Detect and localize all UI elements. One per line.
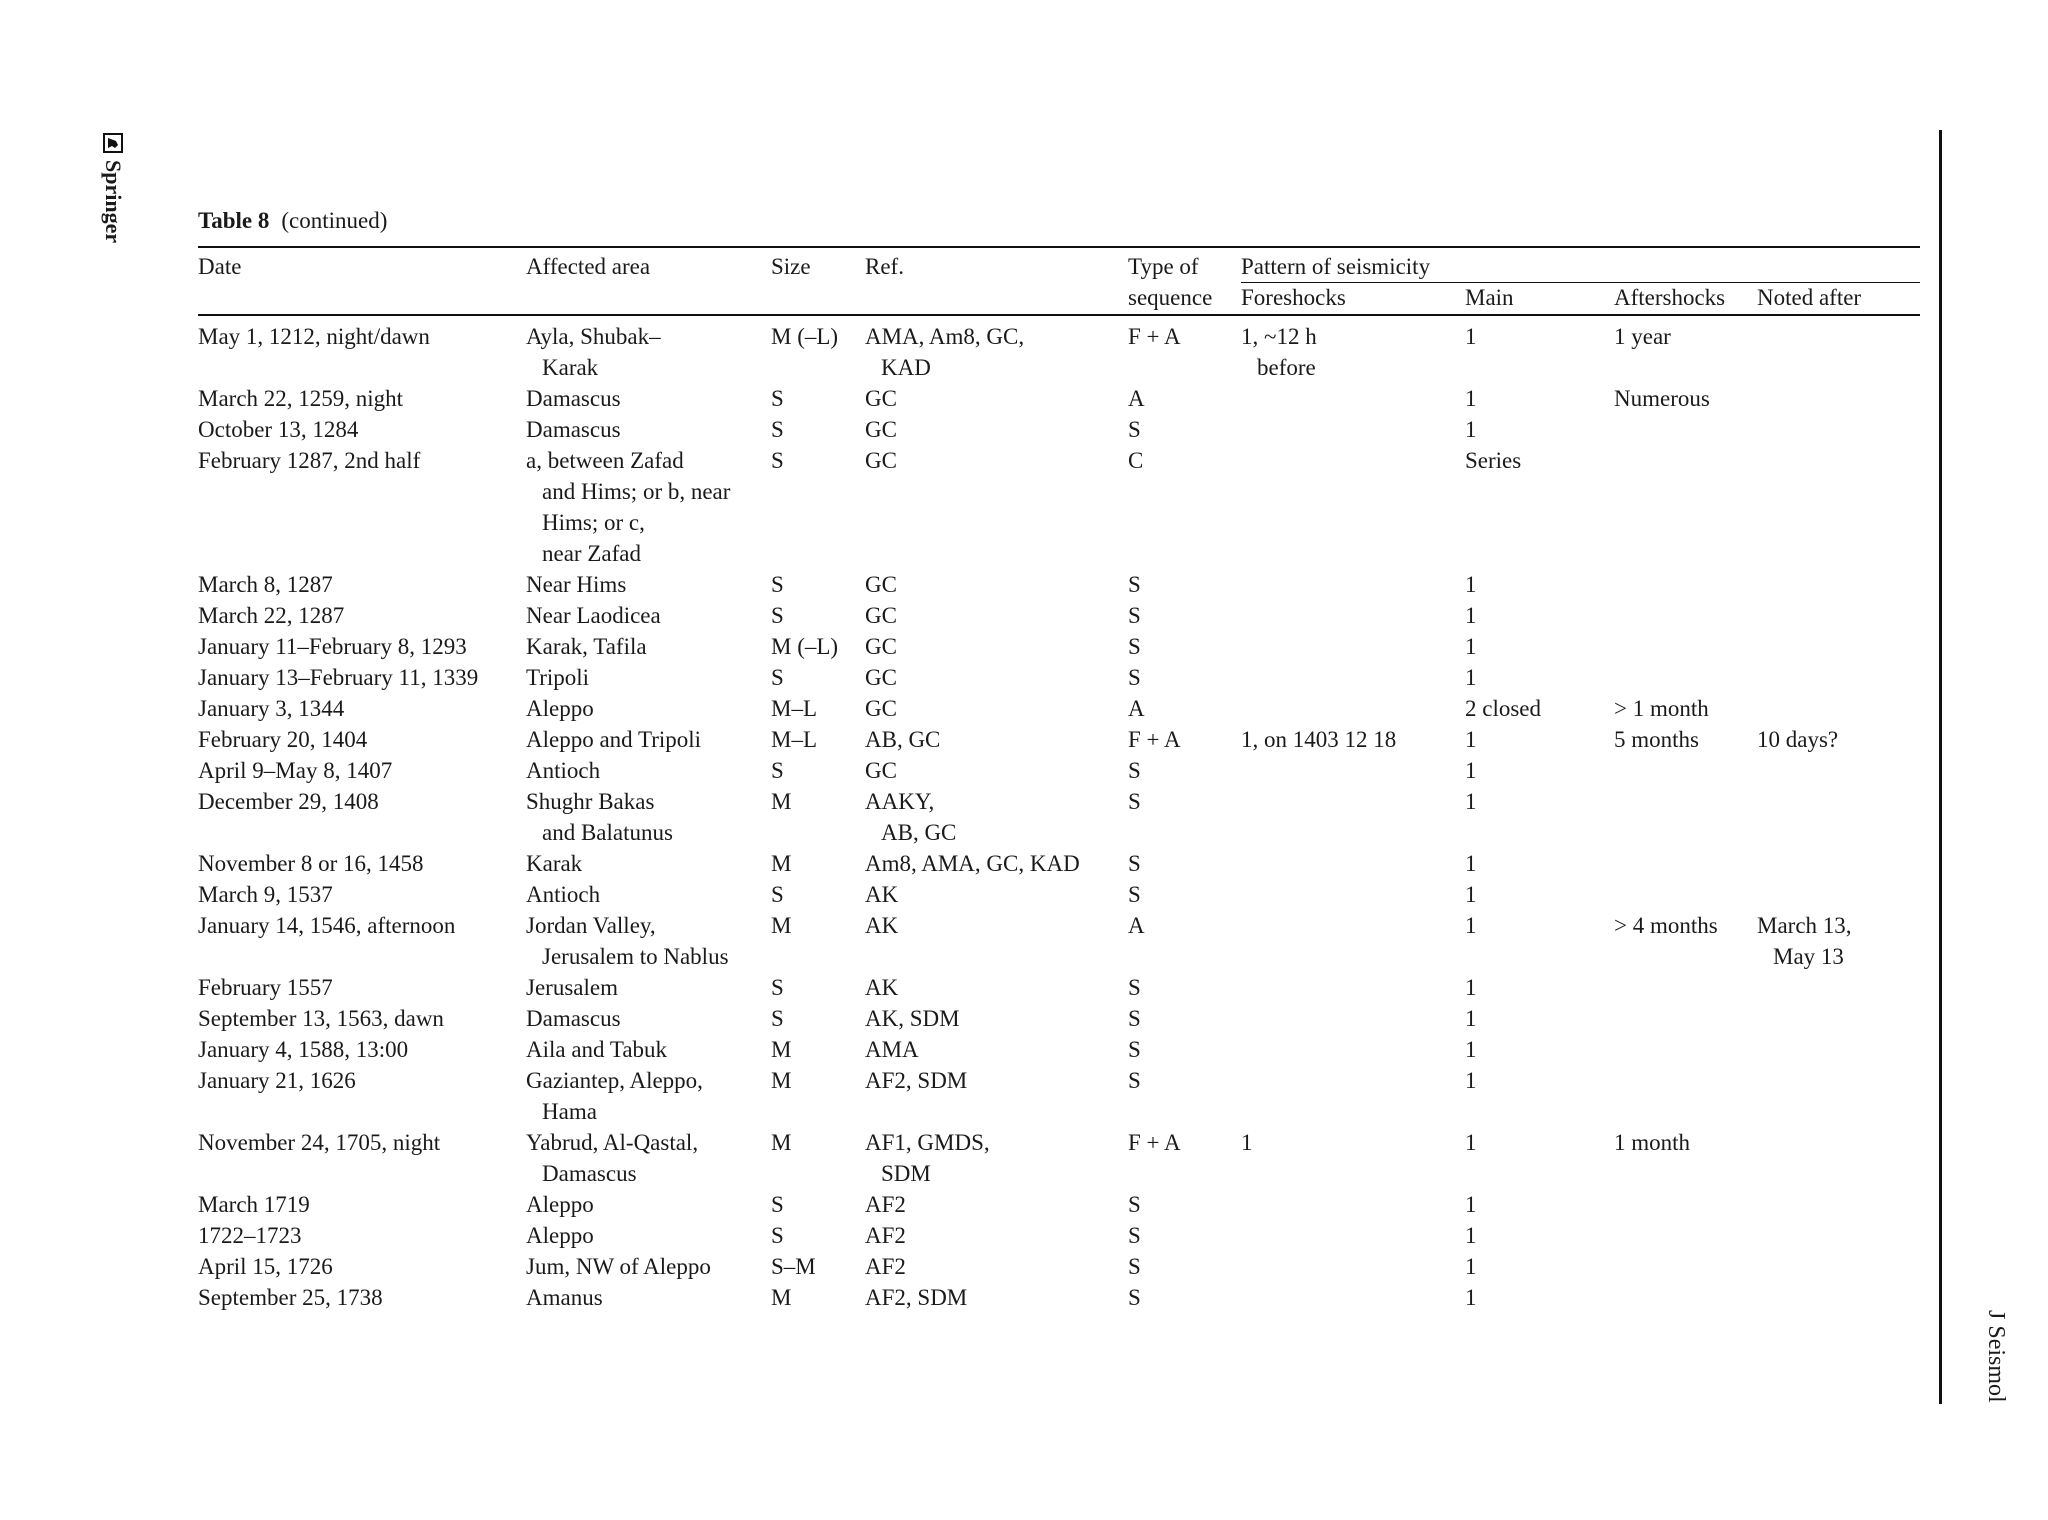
cell-affected-area: Damascus: [526, 386, 621, 411]
cell-size: S: [771, 448, 784, 473]
cell-main: 1: [1465, 572, 1477, 597]
cell-type: S: [1128, 1223, 1141, 1248]
cell-size: M–L: [771, 727, 817, 752]
cell-main: 1: [1465, 1254, 1477, 1279]
cell-date: January 13–February 11, 1339: [198, 665, 479, 690]
cell-date: January 3, 1344: [198, 696, 345, 721]
cell-main: 1: [1465, 1130, 1477, 1155]
cell-size: M: [771, 1130, 792, 1155]
cell-size: S–M: [771, 1254, 816, 1279]
cell-ref: AF2, SDM: [865, 1068, 968, 1093]
cell-size: M: [771, 1037, 792, 1062]
publisher-logo: [100, 132, 126, 243]
cell-type: S: [1128, 851, 1141, 876]
cell-noted-after: March 13,: [1757, 913, 1852, 938]
cell-affected-area: Yabrud, Al-Qastal,: [526, 1130, 699, 1155]
cell-main: 1: [1465, 789, 1477, 814]
cell-affected-area: and Hims; or b, near: [542, 479, 731, 504]
cell-size: M: [771, 1068, 792, 1093]
col-header-pattern: Pattern of seismicity: [1241, 254, 1431, 279]
cell-type: S: [1128, 758, 1141, 783]
cell-aftershocks: 5 months: [1614, 727, 1699, 752]
cell-affected-area: Jerusalem: [526, 975, 618, 1000]
cell-ref: AMA: [865, 1037, 919, 1062]
col-header-date: Date: [198, 254, 242, 279]
cell-size: S: [771, 975, 784, 1000]
cell-main: 1: [1465, 1285, 1477, 1310]
cell-ref: GC: [865, 758, 897, 783]
cell-main: 1: [1465, 975, 1477, 1000]
cell-affected-area: Damascus: [542, 1161, 637, 1186]
cell-date: February 20, 1404: [198, 727, 368, 752]
cell-main: 1: [1465, 1037, 1477, 1062]
cell-ref: GC: [865, 448, 897, 473]
cell-type: S: [1128, 572, 1141, 597]
cell-foreshocks: 1: [1241, 1130, 1253, 1155]
cell-type: A: [1128, 386, 1145, 411]
col-header-type-line1: Type of: [1128, 254, 1199, 279]
cell-type: S: [1128, 634, 1141, 659]
cell-main: 1: [1465, 758, 1477, 783]
cell-type: S: [1128, 1037, 1141, 1062]
cell-noted-after: May 13: [1773, 944, 1844, 969]
cell-ref: Am8, AMA, GC, KAD: [865, 851, 1080, 876]
cell-date: November 8 or 16, 1458: [198, 851, 424, 876]
cell-affected-area: Antioch: [526, 758, 601, 783]
cell-ref: KAD: [881, 355, 931, 380]
cell-main: 2 closed: [1465, 696, 1542, 721]
cell-ref: AF1, GMDS,: [865, 1130, 990, 1155]
journal-name: J Seismol: [1983, 1310, 2009, 1403]
cell-affected-area: Aleppo: [526, 696, 594, 721]
cell-affected-area: Tripoli: [526, 665, 590, 690]
cell-size: S: [771, 665, 784, 690]
cell-date: January 21, 1626: [198, 1068, 356, 1093]
cell-ref: AF2: [865, 1223, 906, 1248]
col-header-main: Main: [1465, 285, 1514, 310]
cell-affected-area: Jum, NW of Aleppo: [526, 1254, 711, 1279]
cell-ref: AF2, SDM: [865, 1285, 968, 1310]
col-header-type-line2: sequence: [1128, 285, 1213, 310]
cell-type: S: [1128, 603, 1141, 628]
cell-main: 1: [1465, 386, 1477, 411]
cell-affected-area: Aleppo: [526, 1223, 594, 1248]
cell-size: S: [771, 1006, 784, 1031]
cell-main: 1: [1465, 727, 1477, 752]
springer-horse-icon: [102, 132, 124, 154]
cell-size: S: [771, 417, 784, 442]
header-bottom-rule: [198, 314, 1920, 316]
cell-date: March 22, 1287: [198, 603, 345, 628]
cell-main: 1: [1465, 851, 1477, 876]
cell-type: S: [1128, 882, 1141, 907]
cell-date: October 13, 1284: [198, 417, 359, 442]
cell-ref: AF2: [865, 1254, 906, 1279]
cell-affected-area: Near Laodicea: [526, 603, 661, 628]
cell-ref: AK: [865, 975, 899, 1000]
cell-ref: AB, GC: [865, 727, 941, 752]
cell-aftershocks: > 1 month: [1614, 696, 1709, 721]
cell-affected-area: Karak, Tafila: [526, 634, 647, 659]
cell-main: 1: [1465, 1006, 1477, 1031]
cell-date: March 8, 1287: [198, 572, 333, 597]
cell-affected-area: a, between Zafad: [526, 448, 684, 473]
table-caption: [198, 208, 387, 234]
cell-ref: GC: [865, 696, 897, 721]
cell-ref: AMA, Am8, GC,: [865, 324, 1025, 349]
cell-affected-area: Hims; or c,: [542, 510, 645, 535]
cell-type: S: [1128, 789, 1141, 814]
cell-date: March 22, 1259, night: [198, 386, 404, 411]
cell-size: M (–L): [771, 324, 839, 349]
col-header-affected-area: Affected area: [526, 254, 651, 279]
cell-aftershocks: > 4 months: [1614, 913, 1718, 938]
cell-type: S: [1128, 1254, 1141, 1279]
cell-date: September 25, 1738: [198, 1285, 383, 1310]
cell-main: Series: [1465, 448, 1522, 473]
cell-date: January 14, 1546, afternoon: [198, 913, 456, 938]
cell-main: 1: [1465, 665, 1477, 690]
col-header-foreshocks: Foreshocks: [1241, 285, 1346, 310]
col-header-ref: Ref.: [865, 254, 904, 279]
cell-ref: GC: [865, 603, 897, 628]
cell-aftershocks: Numerous: [1614, 386, 1710, 411]
cell-date: December 29, 1408: [198, 789, 379, 814]
cell-foreshocks: before: [1257, 355, 1316, 380]
cell-ref: AB, GC: [881, 820, 957, 845]
cell-ref: AAKY,: [865, 789, 935, 814]
cell-date: April 15, 1726: [198, 1254, 333, 1279]
cell-size: S: [771, 1192, 784, 1217]
cell-type: S: [1128, 417, 1141, 442]
table-caption-text: (continued): [281, 208, 388, 233]
cell-date: March 9, 1537: [198, 882, 333, 907]
cell-aftershocks: 1 year: [1614, 324, 1671, 349]
cell-main: 1: [1465, 913, 1477, 938]
cell-affected-area: Aila and Tabuk: [526, 1037, 668, 1062]
cell-affected-area: Damascus: [526, 417, 621, 442]
cell-size: S: [771, 572, 784, 597]
cell-type: S: [1128, 1068, 1141, 1093]
cell-affected-area: Shughr Bakas: [526, 789, 655, 814]
cell-affected-area: Hama: [542, 1099, 597, 1124]
cell-date: January 4, 1588, 13:00: [198, 1037, 409, 1062]
cell-type: F + A: [1128, 1130, 1181, 1155]
col-header-size: Size: [771, 254, 811, 279]
cell-size: S: [771, 386, 784, 411]
cell-foreshocks: 1, ~12 h: [1241, 324, 1317, 349]
cell-size: M: [771, 1285, 792, 1310]
col-header-noted-after: Noted after: [1757, 285, 1862, 310]
cell-main: 1: [1465, 634, 1477, 659]
cell-ref: GC: [865, 634, 897, 659]
cell-affected-area: Aleppo: [526, 1192, 594, 1217]
cell-ref: GC: [865, 386, 897, 411]
cell-ref: SDM: [881, 1161, 931, 1186]
cell-aftershocks: 1 month: [1614, 1130, 1691, 1155]
cell-size: M: [771, 789, 792, 814]
page-margin-rule: [1939, 130, 1942, 1404]
cell-main: 1: [1465, 324, 1477, 349]
cell-main: 1: [1465, 1223, 1477, 1248]
cell-affected-area: Aleppo and Tripoli: [526, 727, 702, 752]
cell-type: F + A: [1128, 324, 1181, 349]
cell-main: 1: [1465, 1192, 1477, 1217]
cell-date: September 13, 1563, dawn: [198, 1006, 444, 1031]
cell-affected-area: Gaziantep, Aleppo,: [526, 1068, 703, 1093]
cell-affected-area: Near Hims: [526, 572, 627, 597]
cell-date: February 1287, 2nd half: [198, 448, 421, 473]
publisher-name: Springer: [101, 160, 126, 244]
cell-size: S: [771, 1223, 784, 1248]
col-header-aftershocks: Aftershocks: [1614, 285, 1726, 310]
cell-type: A: [1128, 696, 1145, 721]
cell-affected-area: Antioch: [526, 882, 601, 907]
cell-main: 1: [1465, 1068, 1477, 1093]
table-top-rule: [198, 246, 1920, 248]
cell-size: M: [771, 851, 792, 876]
cell-ref: AF2: [865, 1192, 906, 1217]
cell-main: 1: [1465, 417, 1477, 442]
cell-type: A: [1128, 913, 1145, 938]
cell-noted-after: 10 days?: [1757, 727, 1839, 752]
cell-ref: AK: [865, 882, 899, 907]
cell-size: M–L: [771, 696, 817, 721]
cell-affected-area: near Zafad: [542, 541, 641, 566]
cell-date: November 24, 1705, night: [198, 1130, 441, 1155]
cell-date: May 1, 1212, night/dawn: [198, 324, 430, 349]
cell-foreshocks: 1, on 1403 12 18: [1241, 727, 1397, 752]
cell-date: January 11–February 8, 1293: [198, 634, 467, 659]
cell-affected-area: and Balatunus: [542, 820, 673, 845]
cell-affected-area: Karak: [526, 851, 583, 876]
cell-date: March 1719: [198, 1192, 310, 1217]
cell-type: S: [1128, 1192, 1141, 1217]
cell-affected-area: Ayla, Shubak–: [526, 324, 661, 349]
cell-size: S: [771, 758, 784, 783]
cell-ref: AK, SDM: [865, 1006, 960, 1031]
cell-affected-area: Jordan Valley,: [526, 913, 656, 938]
cell-date: April 9–May 8, 1407: [198, 758, 393, 783]
cell-main: 1: [1465, 603, 1477, 628]
cell-affected-area: Amanus: [526, 1285, 603, 1310]
cell-type: S: [1128, 1285, 1141, 1310]
cell-main: 1: [1465, 882, 1477, 907]
cell-type: F + A: [1128, 727, 1181, 752]
cell-type: S: [1128, 665, 1141, 690]
cell-type: C: [1128, 448, 1144, 473]
cell-date: 1722–1723: [198, 1223, 302, 1248]
cell-ref: AK: [865, 913, 899, 938]
cell-size: S: [771, 603, 784, 628]
cell-type: S: [1128, 1006, 1141, 1031]
cell-ref: GC: [865, 417, 897, 442]
cell-size: M (–L): [771, 634, 839, 659]
cell-affected-area: Damascus: [526, 1006, 621, 1031]
cell-date: February 1557: [198, 975, 333, 1000]
cell-affected-area: Jerusalem to Nablus: [542, 944, 729, 969]
cell-ref: GC: [865, 572, 897, 597]
table-label: Table 8: [198, 208, 270, 233]
cell-affected-area: Karak: [542, 355, 599, 380]
cell-size: M: [771, 913, 792, 938]
cell-ref: GC: [865, 665, 897, 690]
cell-type: S: [1128, 975, 1141, 1000]
cell-size: S: [771, 882, 784, 907]
